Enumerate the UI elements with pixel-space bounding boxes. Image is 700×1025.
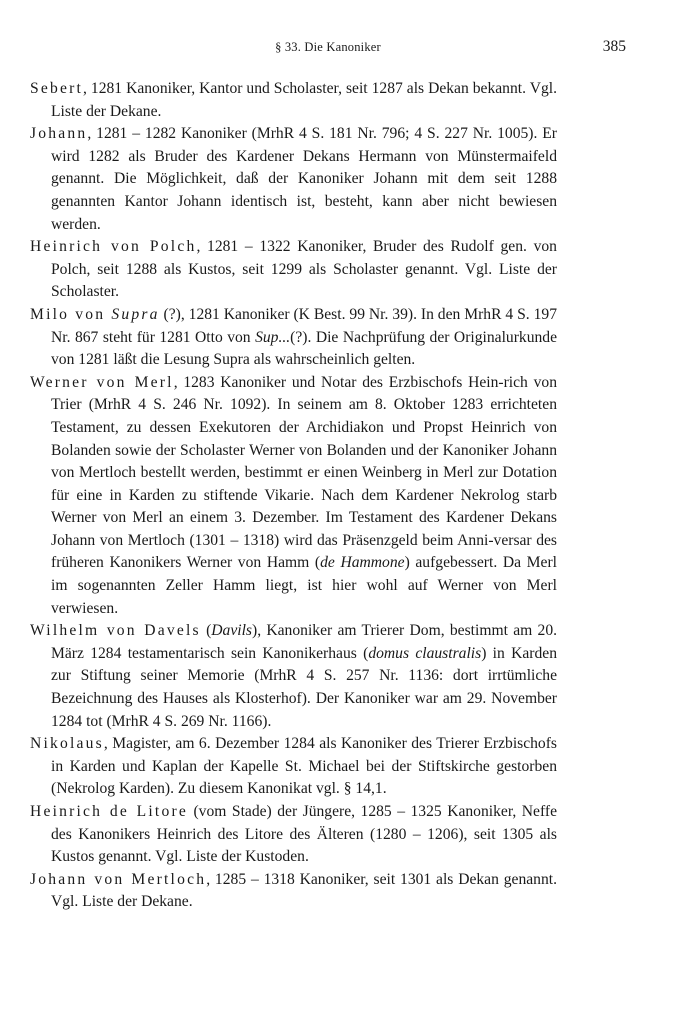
entry-name: Nikolaus bbox=[30, 735, 104, 753]
entry-text: ( bbox=[200, 622, 212, 640]
entry-text: , 1283 Kanoniker und Notar des Erzbischofs Hein-rich von Trier (MrhR 4 S. 246 Nr. 1092). In seinem am 8. Oktober 1283 errichteten Testament, zu dessen Exekutoren der Archidiakon und Propst Heinrich von Bolanden sowie der Scholaster Werner von Bolanden und der Kanoniker Johann von Mertloch bestellt werden, bestimmt er einen Weinberg in Merl zur Dotation für eine in Karden zu stiftende Vikarie. Nach dem Kardener Nekrolog starb Werner von Merl an einem 3. Dezember. Im Testament des Kardener Dekans Johann von Mertloch (1301 – 1318) wird das Präsenzgeld beim Anni-versar des früheren Kanonikers Werner von Hamm ( bbox=[51, 373, 557, 572]
entry-name: Sebert bbox=[30, 80, 84, 97]
entry-johann-von-mertloch bbox=[30, 869, 557, 914]
entry-text: , 1281 – 1322 Kanoniker, Bruder des Rudolf gen. von Polch, seit 1288 als Kustos, seit 1299 als Scholaster genannt. Vgl. Liste der Scholaster. bbox=[51, 238, 557, 301]
entry-text: ), Kanoniker am Trierer Dom, bestimmt am 20. März 1284 testamentarisch sein Kanonikerhaus ( bbox=[51, 622, 558, 662]
entry-nikolaus bbox=[30, 733, 557, 801]
entry-text: , 1281 Kanoniker, Kantor und Scholaster, seit 1287 als Dekan bekannt. Vgl. Liste der Dekane. bbox=[51, 80, 557, 120]
page-number: 385 bbox=[602, 38, 626, 55]
entry-text: (vom Stade) der Jüngere, 1285 – 1325 Kanoniker, Neffe des Kanonikers Heinrich des Litore des Älteren (1280 – 1206), seit 1305 als Kustos genannt. Vgl. Liste der Kustoden. bbox=[51, 803, 557, 866]
entry-text: (?). Die Nachprüfung der Originalurkunde von 1281 läßt die Lesung Supra als wahrscheinlich gelten. bbox=[51, 328, 557, 369]
entry-johann bbox=[30, 123, 557, 236]
canon-entries bbox=[30, 78, 557, 914]
entry-name: Heinrich von Polch bbox=[30, 238, 197, 256]
entry-werner-von-merl bbox=[30, 372, 557, 621]
entry-text: ) in Karden zur Stiftung seiner Memorie (MrhR 4 S. 257 Nr. 1136: dort irrtümliche Bezeichnung des Hauses als Klosterhof). Der Kanoniker war am 29. November 1284 tot (MrhR 4 S. 269 Nr. 1166). bbox=[51, 644, 558, 730]
entry-text-italic: de Hammone bbox=[320, 554, 405, 572]
page-header bbox=[30, 38, 626, 62]
running-head: § 33. Die Kanoniker bbox=[275, 40, 381, 54]
entry-name: Wilhelm von Davels bbox=[30, 622, 201, 640]
entry-name: Johann von Mertloch bbox=[30, 870, 207, 888]
entry-text-italic: Davils bbox=[211, 622, 252, 640]
entry-text: , 1285 – 1318 Kanoniker, seit 1301 als Dekan genannt. Vgl. Liste der Dekane. bbox=[51, 870, 557, 911]
entry-text-italic: Sup... bbox=[255, 328, 291, 346]
entry-name: Johann bbox=[30, 125, 88, 143]
entry-text: (?), 1281 Kanoniker (K Best. 99 Nr. 39). In den MrhR 4 S. 197 Nr. 867 steht für 1281 Otto von bbox=[51, 305, 557, 346]
entry-text: ) aufgebessert. Da Merl im sogenannten Zeller Hamm liegt, ist hier wohl auf Werner von Merl verwiesen. bbox=[51, 554, 557, 617]
entry-text: , 1281 – 1282 Kanoniker (MrhR 4 S. 181 Nr. 796; 4 S. 227 Nr. 1005). Er wird 1282 als Bruder des Kardener Dekans Hermann von Münstermaifeld genannt. Die Möglichkeit, daß der Kanoniker Johann mit dem seit 1288 genannten Kantor Johann identisch ist, besteht, kann aber nicht bewiesen werden. bbox=[51, 125, 557, 233]
entry-text-italic: domus claustralis bbox=[368, 644, 482, 662]
entry-name: Milo von bbox=[30, 305, 112, 323]
entry-milo-von-supra bbox=[30, 304, 557, 372]
entry-text: , Magister, am 6. Dezember 1284 als Kanoniker des Trierer Erzbischofs in Karden und Kaplan der Kapelle St. Michael bei der Stiftskirche gestorben (Nekrolog Karden). Zu diesem Kanonikat vgl. § 14,1. bbox=[51, 735, 557, 798]
entry-heinrich-de-litore bbox=[30, 801, 557, 869]
entry-heinrich-von-polch bbox=[30, 236, 557, 304]
entry-wilhelm-von-davels bbox=[30, 620, 557, 733]
entry-name-italic: Supra bbox=[111, 305, 160, 323]
entry-name: Heinrich de Litore bbox=[30, 803, 188, 820]
entry-sebert bbox=[30, 78, 557, 123]
entry-name: Werner von Merl bbox=[30, 373, 174, 391]
